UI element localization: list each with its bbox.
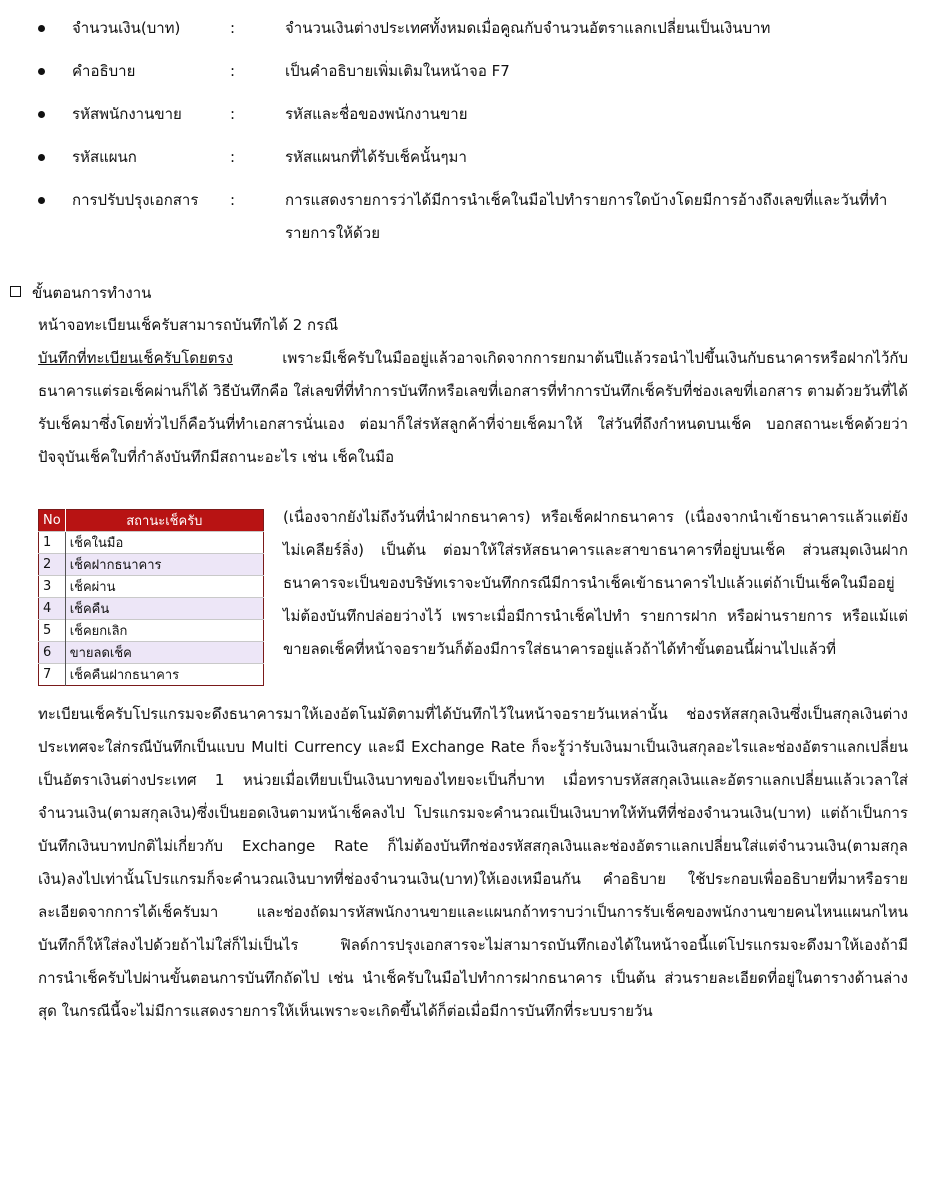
definition-term: รหัสแผนก (72, 148, 137, 166)
definition-term: รหัสพนักงานขาย (72, 105, 182, 123)
definition-desc: เป็นคำอธิบายเพิ่มเติมในหน้าจอ F7 (285, 62, 510, 80)
table-row (39, 532, 264, 554)
table-header-status: สถานะเช็ครับ (65, 510, 263, 532)
definition-colon: : (230, 105, 236, 123)
bullet-icon (38, 197, 45, 204)
table-row (39, 620, 264, 642)
row-status-label: เช็คยกเลิก (65, 620, 263, 642)
table-row (39, 576, 264, 598)
bullet-icon (38, 111, 45, 118)
definition-colon: : (230, 62, 236, 80)
row-number: 7 (39, 664, 66, 686)
row-status-label: เช็คคืนฝากธนาคาร (65, 664, 263, 686)
row-number: 1 (39, 532, 66, 554)
paragraph-1 (38, 342, 908, 474)
intro-text: หน้าจอทะเบียนเช็ครับสามารถบันทึกได้ 2 กรณี (38, 316, 339, 334)
bullet-icon (38, 68, 45, 75)
row-status-label: ขายลดเช็ค (65, 642, 263, 664)
row-number: 6 (39, 642, 66, 664)
row-number: 3 (39, 576, 66, 598)
section-heading (10, 277, 151, 309)
definition-term: จำนวนเงิน(บาท) (72, 19, 181, 37)
paragraph-2: (เนื่องจากยังไม่ถึงวันที่นำฝากธนาคาร) หรือเช็คฝากธนาคาร (เนื่องจากนำเข้าธนาคารแล้วแต่ยังไม่เคลียร์ลิ่ง) เป็นต้น ต่อมาให้ใส่รหัสธนาคารและสาขาธนาคารที่อยู่บนเช็ค ส่วนสมุดเงินฝากธนาคารจะเป็นของบริษัทเราจะบันทึกกรณีมีการนำเช็คเข้าธนาคารไปแล้วแต่ถ้าเป็นเช็คในมืออยู่ไม่ต้องบันทึกปล่อยว่างไว้ เพราะเมื่อมีการนำเช็คไปทำ รายการฝาก หรือผ่านรายการ หรือแม้แต่ขายลดเช็คที่หน้าจอรายวันก็ต้องมีการใส่ธนาคารอยู่แล้วถ้าได้ทำขั้นตอนนี้ผ่านไปแล้วที่ (283, 508, 908, 658)
definition-desc: การแสดงรายการว่าได้มีการนำเช็คในมือไปทำรายการใดบ้างโดยมีการอ้างถึงเลขที่และวันที่ทำรายการให้ด้วย (285, 191, 888, 242)
checkbox-bullet-icon (10, 286, 21, 297)
table-row (39, 598, 264, 620)
table-row (39, 664, 264, 686)
row-status-label: เช็คผ่าน (65, 576, 263, 598)
section-title: ขั้นตอนการทำงาน (32, 284, 152, 302)
row-number: 5 (39, 620, 66, 642)
table-row (39, 642, 264, 664)
check-status-table (38, 509, 264, 686)
row-status-label: เช็คฝากธนาคาร (65, 554, 263, 576)
paragraph-1-heading: บันทึกที่ทะเบียนเช็ครับโดยตรง (38, 349, 233, 367)
paragraph-3: ทะเบียนเช็ครับโปรแกรมจะดึงธนาคารมาให้เองอัตโนมัติตามที่ได้บันทึกไว้ในหน้าจอรายวันเหล่านั้น ช่องรหัสสกุลเงินซึ่งเป็นสกุลเงินต่างประเทศจะใส่กรณีบันทึกเป็นแบบ Multi Currency และมี Exchange Rate ก็จะรู้ว่ารับเงินมาเป็นเงินสกุลอะไรและช่องอัตราแลกเปลี่ยนเป็นอัตราเงินต่างประเทศ 1 หน่วยเมื่อเทียบเป็นเงินบาทของไทยจะเป็นกี่บาท เมื่อทราบรหัสสกุลเงินและอัตราแลกเปลี่ยนแล้วเวลาใส่จำนวนเงิน(ตามสกุลเงิน)ซึ่งเป็นยอดเงินตามหน้าเช็คลงไป โปรแกรมจะคำนวณเป็นเงินบาทให้ทันทีที่ช่องจำนวนเงิน(บาท) แต่ถ้าเป็นการบันทึกเงินบาทปกติไม่เกี่ยวกับ Exchange Rate ก็ไม่ต้องบันทึกช่องรหัสสกุลเงินและช่องอัตราแลกเปลี่ยนใส่แต่จำนวนเงิน(ตามสกุลเงิน)ลงไปเท่านั้นโปรแกรมก็จะคำนวณเงินบาทที่ช่องจำนวนเงิน(บาท)ให้เองเหมือนกัน คำอธิบาย ใช้ประกอบเพื่ออธิบายที่มาหรือรายละเอียดจากการได้เช็ครับมา และช่องถัดมารหัสพนักงานขายและแผนกถ้าทราบว่าเป็นการรับเช็คของพนักงานขายคนไหนแผนกไหนบันทึกก็ให้ใส่ลงไปด้วยถ้าไม่ใส่ก็ไม่เป็นไร ฟิลด์การปรุงเอกสารจะไม่สามารถบันทึกเองได้ในหน้าจอนี้แต่โปรแกรมจะดึงมาให้เองถ้ามีการนำเช็ครับไปผ่านขั้นตอนการบันทึกถัดไป เช่น นำเช็ครับในมือไปทำการฝากธนาคาร เป็นต้น ส่วนรายละเอียดที่อยู่ในตารางด้านล่างสุด ในกรณีนี้จะไม่มีการแสดงรายการให้เห็นเพราะจะเกิดขึ้นได้ก็ต่อเมื่อมีการบันทึกที่ระบบรายวัน (38, 705, 908, 1020)
row-status-label: เช็คในมือ (65, 532, 263, 554)
definition-colon: : (230, 191, 236, 209)
definition-desc: จำนวนเงินต่างประเทศทั้งหมดเมื่อคูณกับจำนวนอัตราแลกเปลี่ยนเป็นเงินบาท (285, 19, 771, 37)
definition-colon: : (230, 148, 236, 166)
row-number: 2 (39, 554, 66, 576)
definition-desc: รหัสและชื่อของพนักงานขาย (285, 105, 468, 123)
bullet-icon (38, 25, 45, 32)
row-number: 4 (39, 598, 66, 620)
definition-term: การปรับปรุงเอกสาร (72, 191, 199, 209)
definition-term: คำอธิบาย (72, 62, 136, 80)
definition-desc: รหัสแผนกที่ได้รับเช็คนั้นๆมา (285, 148, 467, 166)
bullet-icon (38, 154, 45, 161)
row-status-label: เช็คคืน (65, 598, 263, 620)
table-row (39, 554, 264, 576)
paragraph-1-body: เพราะมีเช็ครับในมืออยู่แล้วอาจเกิดจากการยกมาต้นปีแล้วรอนำไปขึ้นเงินกับธนาคารหรือฝากไว้กับธนาคารแต่รอเช็คผ่านก็ได้ วิธีบันทึกคือ ใส่เลขที่ที่ทำการบันทึกหรือเลขที่เอกสารที่ทำการบันทึกเช็ครับที่ช่องเลขที่เอกสาร ตามด้วยวันที่ได้รับเช็คมาซึ่งโดยทั่วไปก็คือวันที่ทำเอกสารนั่นเอง ต่อมาก็ใส่รหัสลูกค้าที่จ่ายเช็คมาให้ ใส่วันที่ถึงกำหนดบนเช็ค บอกสถานะเช็คด้วยว่าปัจจุบันเช็คใบที่กำลังบันทึกมีสถานะอะไร เช่น เช็คในมือ (38, 349, 908, 466)
definition-colon: : (230, 19, 236, 37)
table-header-no: No (39, 510, 66, 532)
